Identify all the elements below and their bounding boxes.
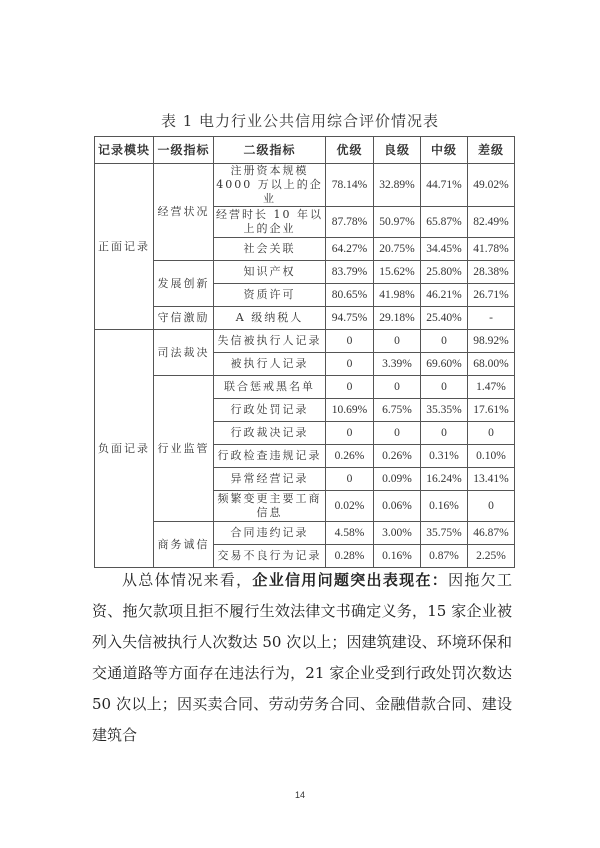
medium-cell: 0 [421, 376, 468, 399]
level1-cell: 发展创新 [154, 261, 214, 307]
poor-cell: 1.47% [468, 376, 515, 399]
poor-cell: 0 [468, 422, 515, 445]
good-cell: 41.98% [374, 284, 421, 307]
poor-cell: 0 [468, 491, 515, 522]
table-row [95, 330, 515, 353]
poor-cell: 26.71% [468, 284, 515, 307]
good-cell: 0 [374, 422, 421, 445]
medium-cell: 0.16% [421, 491, 468, 522]
poor-cell: 2.25% [468, 545, 515, 568]
medium-cell: 35.75% [421, 522, 468, 545]
excellent-cell: 0 [326, 353, 374, 376]
module-cell: 负面记录 [95, 330, 154, 568]
level2-cell: 失信被执行人记录 [214, 330, 326, 353]
good-cell: 0.06% [374, 491, 421, 522]
level2-cell: 频繁变更主要工商信息 [214, 491, 326, 522]
medium-cell: 16.24% [421, 468, 468, 491]
good-cell: 29.18% [374, 307, 421, 330]
medium-cell: 65.87% [421, 207, 468, 238]
medium-cell: 25.40% [421, 307, 468, 330]
excellent-cell: 64.27% [326, 238, 374, 261]
good-cell: 6.75% [374, 399, 421, 422]
body-paragraph [92, 565, 512, 751]
excellent-cell: 87.78% [326, 207, 374, 238]
poor-cell: 49.02% [468, 164, 515, 207]
excellent-cell: 80.65% [326, 284, 374, 307]
level1-cell: 司法裁决 [154, 330, 214, 376]
excellent-cell: 0 [326, 330, 374, 353]
level2-cell: 被执行人记录 [214, 353, 326, 376]
page-number: 14 [294, 790, 305, 800]
good-cell: 3.39% [374, 353, 421, 376]
table-row [95, 376, 515, 399]
level2-cell: 资质许可 [214, 284, 326, 307]
good-cell: 0.16% [374, 545, 421, 568]
table-row [95, 164, 515, 207]
poor-cell: 0.10% [468, 445, 515, 468]
paragraph-body: 因拖欠工资、拖欠款项且拒不履行生效法律文书确定义务，15 家企业被列入失信被执行人次数达 50 次以上；因建筑建设、环境环保和交通道路等方面存在违法行为，21 家企业受到行政处罚次数达 50 次以上；因买卖合同、劳动劳务合同、金融借款合同、建设建筑合 [92, 571, 512, 744]
poor-cell: 41.78% [468, 238, 515, 261]
header-level1: 一级指标 [154, 137, 214, 164]
good-cell: 20.75% [374, 238, 421, 261]
level2-cell: 经营时长 10 年以上的企业 [214, 207, 326, 238]
level2-cell: 行政检查违规记录 [214, 445, 326, 468]
paragraph-lead: 从总体情况来看， [122, 571, 253, 589]
medium-cell: 0 [421, 330, 468, 353]
table-caption: 表 1 电力行业公共信用综合评价情况表 [160, 112, 440, 130]
header-medium: 中级 [421, 137, 468, 164]
table-row [95, 522, 515, 545]
table-row [95, 261, 515, 284]
poor-cell: 28.38% [468, 261, 515, 284]
excellent-cell: 0.02% [326, 491, 374, 522]
level1-cell: 行业监管 [154, 376, 214, 522]
medium-cell: 35.35% [421, 399, 468, 422]
level2-cell: 联合惩戒黑名单 [214, 376, 326, 399]
medium-cell: 46.21% [421, 284, 468, 307]
level1-cell: 商务诚信 [154, 522, 214, 568]
header-excellent: 优级 [326, 137, 374, 164]
paragraph-emphasis: 企业信用问题突出表现在： [252, 571, 449, 589]
excellent-cell: 78.14% [326, 164, 374, 207]
level2-cell: 社会关联 [214, 238, 326, 261]
credit-evaluation-table [94, 136, 515, 568]
level1-cell: 经营状况 [154, 164, 214, 261]
excellent-cell: 0.28% [326, 545, 374, 568]
level2-cell: A 级纳税人 [214, 307, 326, 330]
good-cell: 32.89% [374, 164, 421, 207]
medium-cell: 34.45% [421, 238, 468, 261]
level2-cell: 行政处罚记录 [214, 399, 326, 422]
medium-cell: 0 [421, 422, 468, 445]
poor-cell: - [468, 307, 515, 330]
good-cell: 3.00% [374, 522, 421, 545]
good-cell: 0.26% [374, 445, 421, 468]
excellent-cell: 0.26% [326, 445, 374, 468]
good-cell: 0 [374, 376, 421, 399]
good-cell: 0 [374, 330, 421, 353]
table-row [95, 307, 515, 330]
poor-cell: 68.00% [468, 353, 515, 376]
medium-cell: 44.71% [421, 164, 468, 207]
good-cell: 15.62% [374, 261, 421, 284]
level2-cell: 合同违约记录 [214, 522, 326, 545]
medium-cell: 69.60% [421, 353, 468, 376]
excellent-cell: 94.75% [326, 307, 374, 330]
module-cell: 正面记录 [95, 164, 154, 330]
level2-cell: 交易不良行为记录 [214, 545, 326, 568]
header-level2: 二级指标 [214, 137, 326, 164]
excellent-cell: 10.69% [326, 399, 374, 422]
excellent-cell: 0 [326, 422, 374, 445]
level2-cell: 知识产权 [214, 261, 326, 284]
medium-cell: 0.31% [421, 445, 468, 468]
good-cell: 50.97% [374, 207, 421, 238]
header-good: 良级 [374, 137, 421, 164]
header-module: 记录模块 [95, 137, 154, 164]
poor-cell: 82.49% [468, 207, 515, 238]
level2-cell: 行政裁决记录 [214, 422, 326, 445]
good-cell: 0.09% [374, 468, 421, 491]
excellent-cell: 0 [326, 376, 374, 399]
poor-cell: 98.92% [468, 330, 515, 353]
medium-cell: 25.80% [421, 261, 468, 284]
excellent-cell: 0 [326, 468, 374, 491]
level1-cell: 守信激励 [154, 307, 214, 330]
medium-cell: 0.87% [421, 545, 468, 568]
poor-cell: 46.87% [468, 522, 515, 545]
excellent-cell: 4.58% [326, 522, 374, 545]
excellent-cell: 83.79% [326, 261, 374, 284]
level2-cell: 注册资本规模 4000 万以上的企业 [214, 164, 326, 207]
header-poor: 差级 [468, 137, 515, 164]
poor-cell: 13.41% [468, 468, 515, 491]
level2-cell: 异常经营记录 [214, 468, 326, 491]
poor-cell: 17.61% [468, 399, 515, 422]
table-header-row [95, 137, 515, 164]
